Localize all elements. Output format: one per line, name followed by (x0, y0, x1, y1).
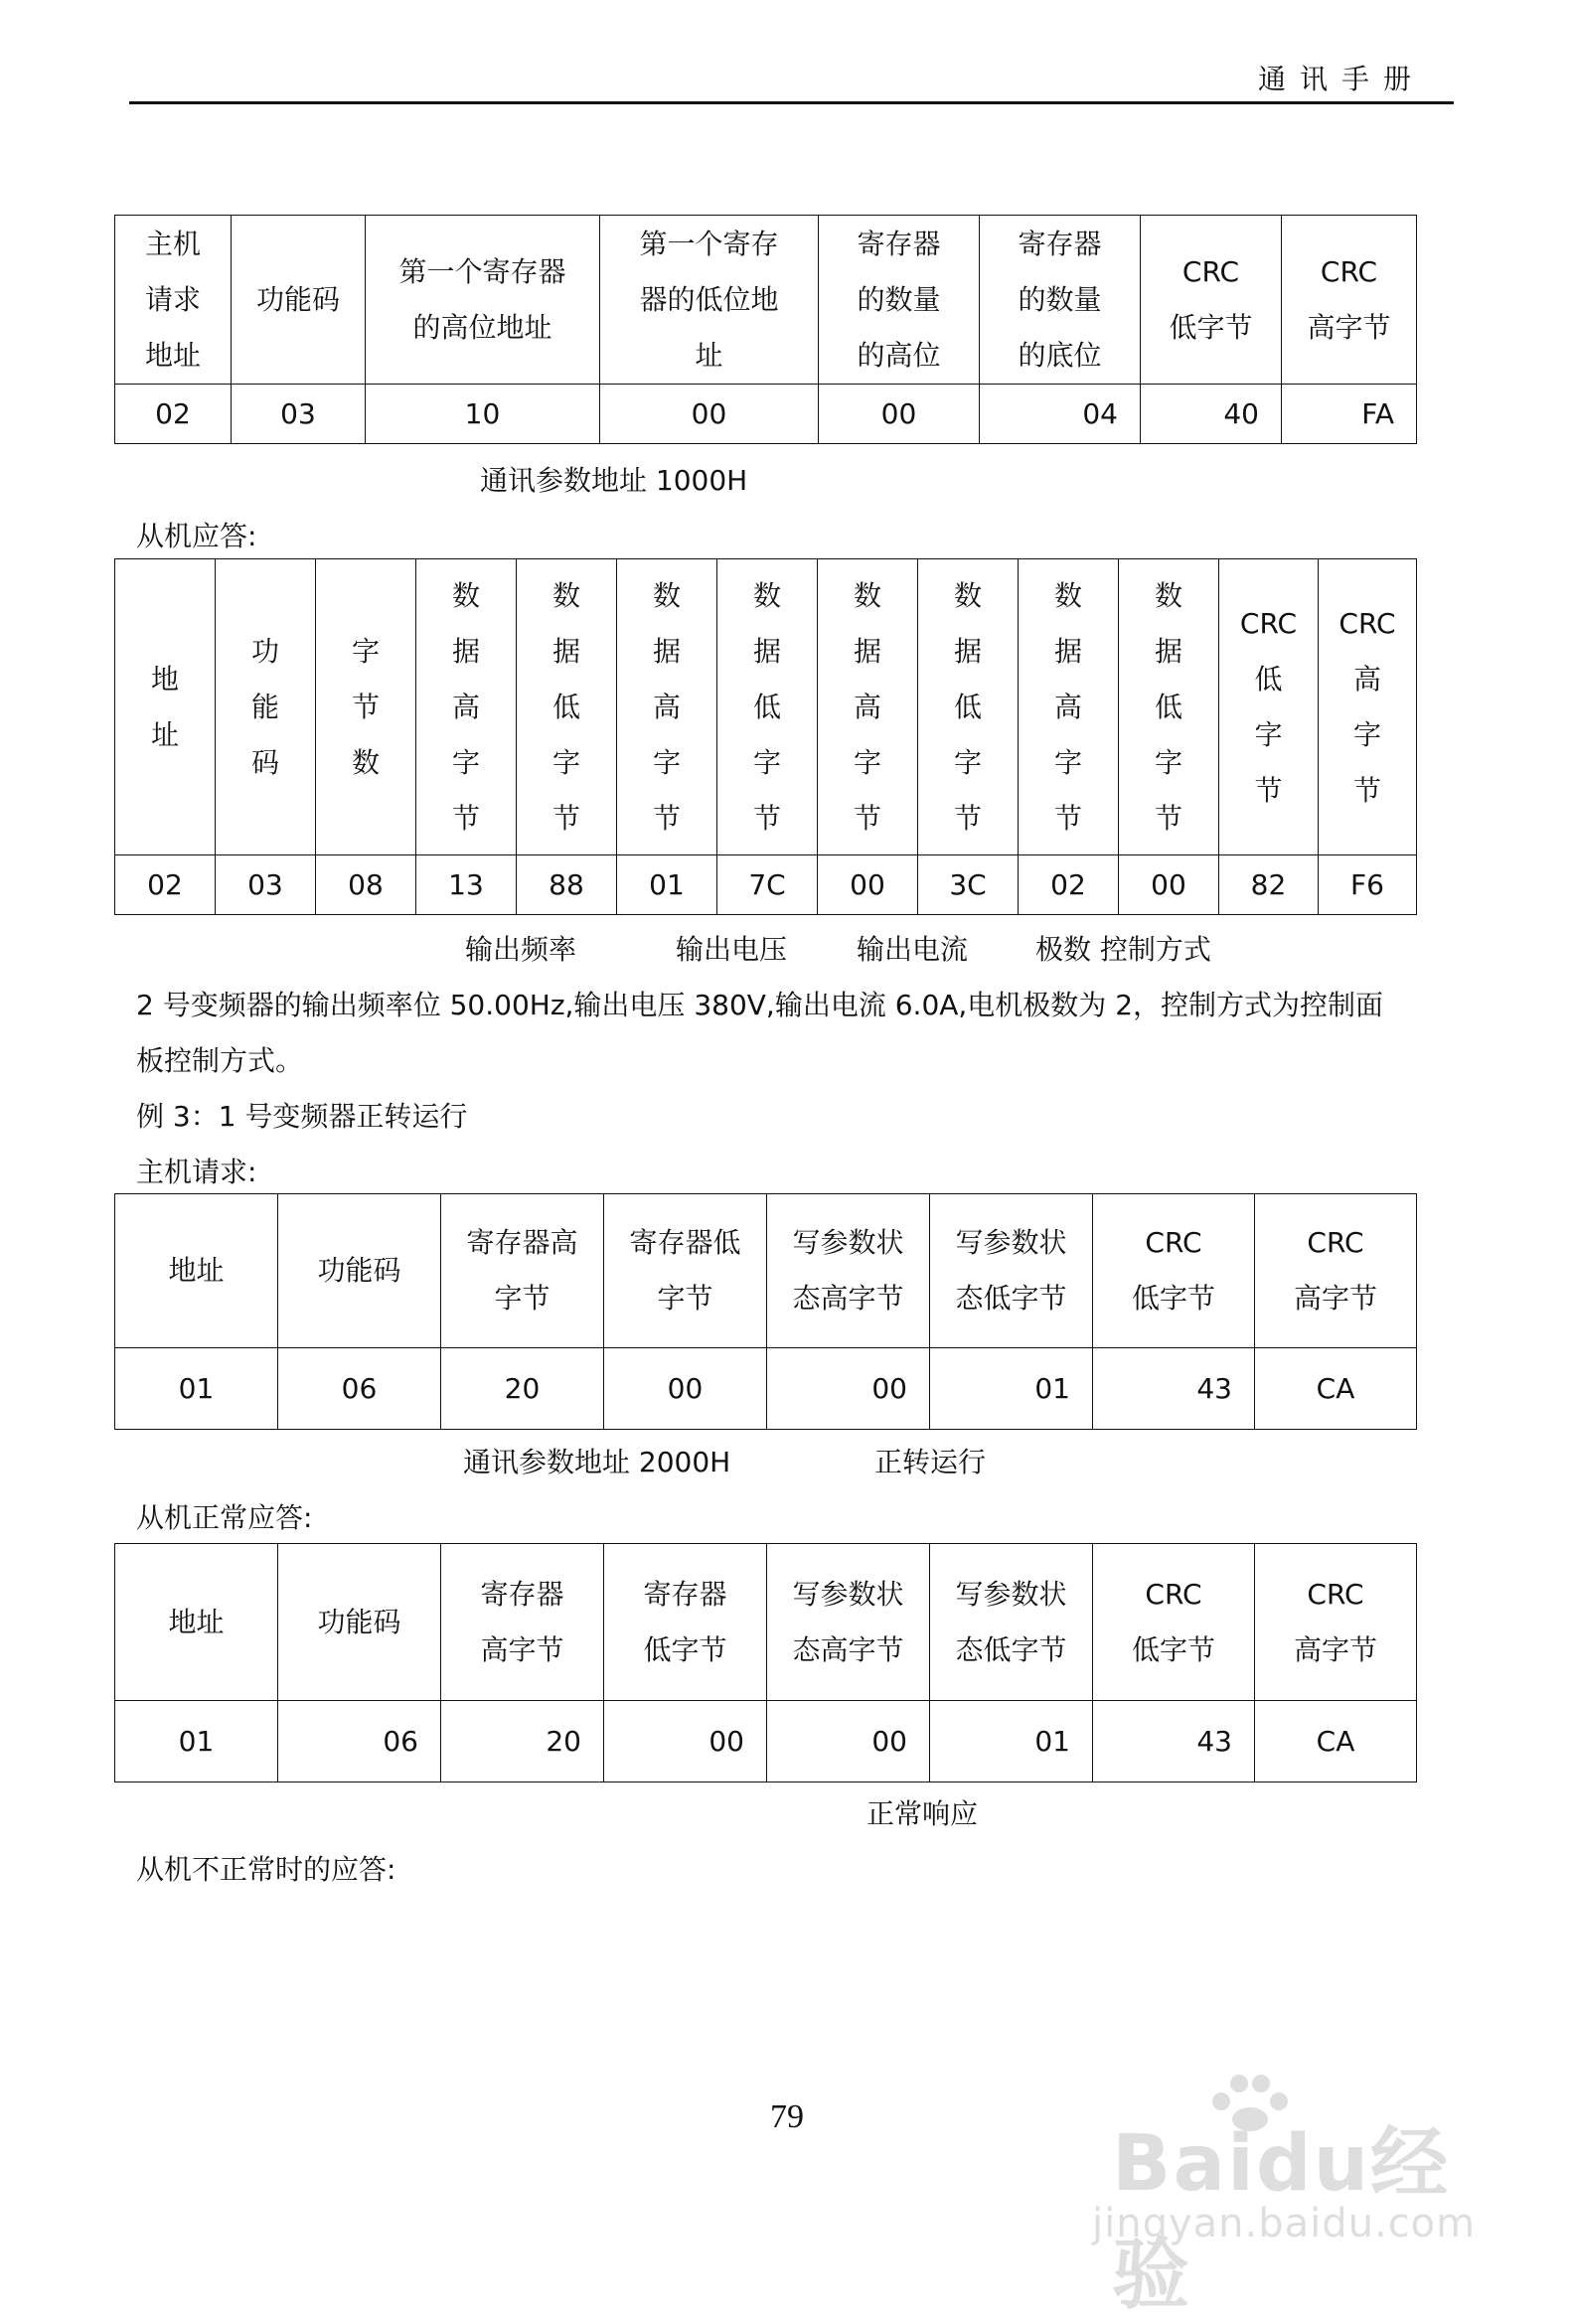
value-cell: 00 (1119, 855, 1219, 915)
watermark-brand: Baidu经验 (1112, 2119, 1451, 2320)
header-cell: CRC 低字节 (1141, 216, 1282, 385)
label-slave-normal-reply: 从机正常应答: (136, 1501, 313, 1534)
header-cell: 地址 (115, 1544, 278, 1701)
value-cell: 82 (1219, 855, 1319, 915)
header-cell: CRC 高字节 (1255, 1194, 1417, 1348)
value-cell: 00 (767, 1348, 930, 1430)
header-cell: 写参数状 态高字节 (767, 1544, 930, 1701)
table-header-row (115, 1544, 1417, 1701)
value-cell: 43 (1093, 1348, 1255, 1430)
header-cell: 寄存器 的数量 的底位 (980, 216, 1141, 385)
value-cell: 01 (115, 1348, 278, 1430)
paragraph-line-2: 板控制方式。 (136, 1044, 304, 1077)
label-master-request: 主机请求: (136, 1156, 257, 1188)
value-cell: 01 (930, 1348, 1093, 1430)
value-cell: 03 (232, 385, 366, 444)
header-title: 通讯手册 (1257, 63, 1425, 95)
value-cell: 03 (216, 855, 316, 915)
header-cell: 寄存器高 字节 (441, 1194, 604, 1348)
value-cell: 10 (366, 385, 600, 444)
header-cell: 字 节 数 (316, 559, 416, 855)
table-master-request-2 (114, 1193, 1417, 1430)
value-cell: 20 (441, 1701, 604, 1782)
value-cell: 06 (278, 1701, 441, 1782)
header-cell: 功能码 (232, 216, 366, 385)
value-cell: 02 (1019, 855, 1119, 915)
header-cell: CRC 低字节 (1093, 1544, 1255, 1701)
page-number: 79 (770, 2098, 804, 2135)
header-cell: 数 据 低 字 节 (717, 559, 818, 855)
header-cell: 写参数状 态高字节 (767, 1194, 930, 1348)
note-normal-response: 正常响应 (866, 1797, 979, 1830)
header-cell: CRC 高字节 (1255, 1544, 1417, 1701)
header-cell: 写参数状 态低字节 (930, 1194, 1093, 1348)
note-forward-run: 正转运行 (874, 1446, 987, 1478)
header-cell: CRC 低字节 (1093, 1194, 1255, 1348)
header-cell: 寄存器低 字节 (604, 1194, 767, 1348)
header-cell: 第一个寄存 器的低位地 址 (600, 216, 819, 385)
header-cell: 写参数状 态低字节 (930, 1544, 1093, 1701)
header-cell: 主机 请求 地址 (115, 216, 232, 385)
table-master-request-1 (114, 215, 1417, 444)
value-cell: 00 (767, 1701, 930, 1782)
header-cell: 功能码 (278, 1544, 441, 1701)
label-slave-reply: 从机应答: (136, 520, 257, 552)
note-output-voltage: 输出电压 (676, 933, 788, 966)
example-3-title: 例 3：1 号变频器正转运行 (136, 1100, 468, 1133)
header-cell: CRC 高字节 (1282, 216, 1417, 385)
header-cell: 数 据 高 字 节 (1019, 559, 1119, 855)
table-row (115, 1348, 1417, 1430)
table-slave-normal-reply (114, 1543, 1417, 1782)
header-cell: 地 址 (115, 559, 216, 855)
table-header-row (115, 559, 1417, 855)
value-cell: CA (1255, 1348, 1417, 1430)
value-cell: 13 (416, 855, 517, 915)
value-cell: 88 (517, 855, 617, 915)
paragraph-line-1: 2 号变频器的输出频率位 50.00Hz,输出电压 380V,输出电流 6.0A,电机极数为 2，控制方式为控制面 (136, 989, 1384, 1021)
value-cell: 3C (918, 855, 1019, 915)
value-cell: 7C (717, 855, 818, 915)
baidu-jingyan-watermark (1052, 2062, 1480, 2320)
header-cell: 地址 (115, 1194, 278, 1348)
header-cell: CRC 低 字 节 (1219, 559, 1319, 855)
value-cell: 06 (278, 1348, 441, 1430)
watermark-url: jingyan.baidu.com (1092, 2201, 1477, 2247)
value-cell: 43 (1093, 1701, 1255, 1782)
value-cell: 00 (819, 385, 980, 444)
note-output-current: 输出电流 (857, 933, 969, 966)
value-cell: F6 (1319, 855, 1417, 915)
header-cell: CRC 高 字 节 (1319, 559, 1417, 855)
header-cell: 功能码 (278, 1194, 441, 1348)
value-cell: 04 (980, 385, 1141, 444)
value-cell: 00 (818, 855, 918, 915)
value-cell: 01 (617, 855, 717, 915)
header-cell: 数 据 低 字 节 (1119, 559, 1219, 855)
table-slave-reply (114, 558, 1417, 915)
header-cell: 寄存器 的数量 的高位 (819, 216, 980, 385)
value-cell: 02 (115, 855, 216, 915)
header-cell: 寄存器 高字节 (441, 1544, 604, 1701)
value-cell: 02 (115, 385, 232, 444)
table-header-row (115, 216, 1417, 385)
note-output-frequency: 输出频率 (465, 933, 577, 966)
value-cell: 01 (930, 1701, 1093, 1782)
value-cell: 40 (1141, 385, 1282, 444)
value-cell: CA (1255, 1701, 1417, 1782)
header-cell: 寄存器 低字节 (604, 1544, 767, 1701)
header-cell: 第一个寄存器 的高位地址 (366, 216, 600, 385)
header-cell: 功 能 码 (216, 559, 316, 855)
header-cell: 数 据 高 字 节 (617, 559, 717, 855)
table-row (115, 385, 1417, 444)
header-rule (129, 101, 1454, 104)
value-cell: 00 (604, 1348, 767, 1430)
value-cell: 08 (316, 855, 416, 915)
header-cell: 数 据 低 字 节 (918, 559, 1019, 855)
header-cell: 数 据 低 字 节 (517, 559, 617, 855)
note-comm-address-1000h: 通讯参数地址 1000H (480, 464, 748, 497)
value-cell: 00 (604, 1701, 767, 1782)
header-cell: 数 据 高 字 节 (818, 559, 918, 855)
value-cell: FA (1282, 385, 1417, 444)
table-row (115, 855, 1417, 915)
table-header-row (115, 1194, 1417, 1348)
table-row (115, 1701, 1417, 1782)
header-cell: 数 据 高 字 节 (416, 559, 517, 855)
value-cell: 00 (600, 385, 819, 444)
label-slave-abnormal-reply: 从机不正常时的应答: (136, 1853, 396, 1886)
value-cell: 20 (441, 1348, 604, 1430)
note-poles-control: 极数 控制方式 (1035, 933, 1211, 966)
note-comm-address-2000h: 通讯参数地址 2000H (463, 1446, 731, 1478)
value-cell: 01 (115, 1701, 278, 1782)
